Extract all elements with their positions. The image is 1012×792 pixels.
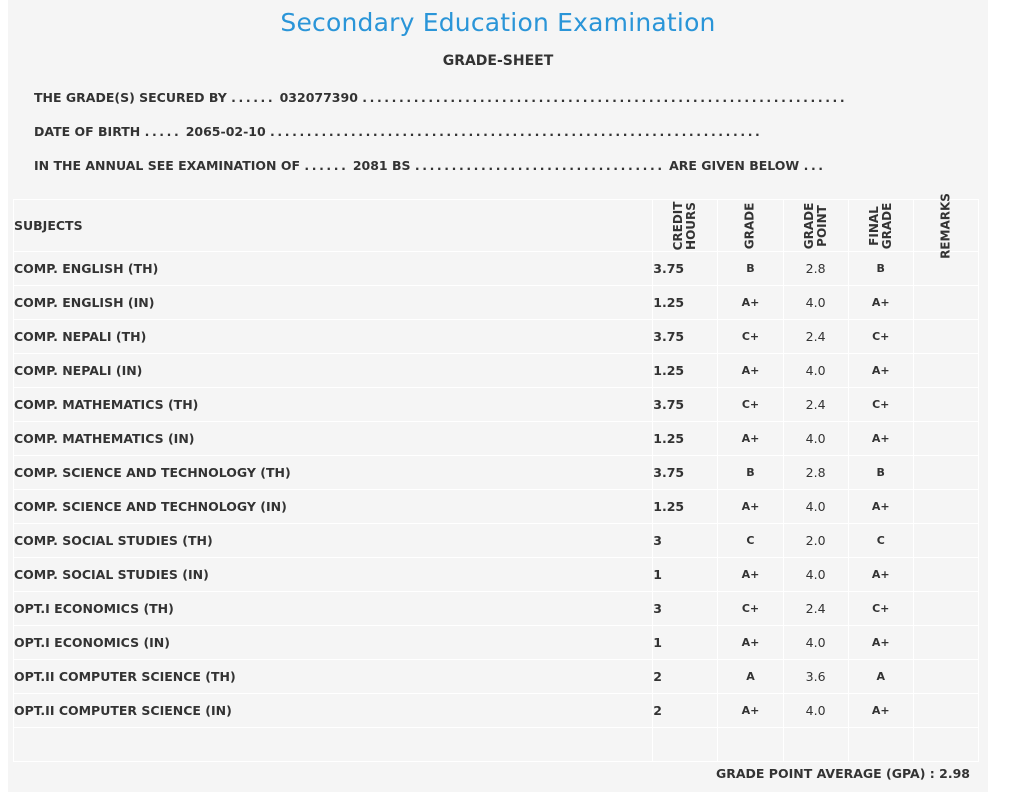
grade-point-cell: 2.8 [783,252,848,286]
final-grade-cell: C [848,524,913,558]
grades-table-body [14,252,979,762]
dob-value: 2065-02-10 [185,124,266,139]
subject-cell: COMP. SCIENCE AND TECHNOLOGY (IN) [14,490,653,524]
credit-hours-cell: 1.25 [653,286,718,320]
empty-cell [913,728,978,762]
grades-table [13,192,979,762]
credit-hours-header: CREDIT HOURS [653,200,718,252]
grade-sheet [8,0,988,792]
table-header-row [14,200,979,252]
grade-point-cell: 2.4 [783,388,848,422]
credit-hours-cell: 3.75 [653,388,718,422]
exam-line: IN THE ANNUAL SEE EXAMINATION OF ...... 2081 BS .................................. ARE GIVEN BELOW ... [34,158,826,173]
remarks-cell [913,626,978,660]
subjects-header: SUBJECTS [14,200,653,252]
table-row [14,592,979,626]
final-grade-cell: C+ [848,388,913,422]
subject-cell: OPT.I ECONOMICS (TH) [14,592,653,626]
subject-cell: OPT.II COMPUTER SCIENCE (IN) [14,694,653,728]
subject-cell: OPT.II COMPUTER SCIENCE (TH) [14,660,653,694]
final-grade-cell: A+ [848,286,913,320]
credit-hours-cell: 3 [653,524,718,558]
remarks-cell [913,694,978,728]
credit-hours-cell: 1.25 [653,422,718,456]
empty-cell [718,728,783,762]
grade-header: GRADE [718,200,783,252]
remarks-cell [913,592,978,626]
empty-cell [848,728,913,762]
grade-point-cell: 2.8 [783,456,848,490]
grade-cell: C [718,524,783,558]
grade-point-cell: 4.0 [783,422,848,456]
exam-label: IN THE ANNUAL SEE EXAMINATION OF [34,158,301,173]
remarks-cell [913,286,978,320]
grade-point-cell: 4.0 [783,490,848,524]
table-row [14,524,979,558]
secured-by-line: THE GRADE(S) SECURED BY ...... 032077390 .................................................................. [34,90,848,105]
final-grade-cell: A+ [848,626,913,660]
remarks-cell [913,490,978,524]
gpa-line [716,766,970,781]
grade-point-cell: 4.0 [783,354,848,388]
subject-cell: COMP. ENGLISH (TH) [14,252,653,286]
empty-cell [653,728,718,762]
gpa-value: 2.98 [939,766,970,781]
remarks-cell [913,320,978,354]
table-row [14,354,979,388]
grade-cell: B [718,456,783,490]
remarks-cell [913,354,978,388]
credit-hours-cell: 3 [653,592,718,626]
grade-point-cell: 2.0 [783,524,848,558]
secured-by-label: THE GRADE(S) SECURED BY [34,90,227,105]
grade-cell: A+ [718,694,783,728]
grade-point-cell: 3.6 [783,660,848,694]
final-grade-cell: A+ [848,422,913,456]
exam-year: 2081 BS [352,158,411,173]
subject-cell: COMP. NEPALI (TH) [14,320,653,354]
final-grade-cell: B [848,456,913,490]
grade-point-cell: 2.4 [783,320,848,354]
grade-point-cell: 4.0 [783,694,848,728]
final-grade-header: FINAL GRADE [848,200,913,252]
table-row [14,490,979,524]
empty-table-row [14,728,979,762]
subject-cell: COMP. NEPALI (IN) [14,354,653,388]
grade-cell: A+ [718,286,783,320]
subject-cell: COMP. SOCIAL STUDIES (IN) [14,558,653,592]
empty-cell [14,728,653,762]
symbol-number: 032077390 [279,90,358,105]
remarks-cell [913,422,978,456]
table-row [14,626,979,660]
remarks-cell [913,456,978,490]
grade-cell: A [718,660,783,694]
credit-hours-cell: 2 [653,660,718,694]
grade-cell: A+ [718,422,783,456]
grade-point-header: GRADE POINT [783,200,848,252]
subject-cell: COMP. SOCIAL STUDIES (TH) [14,524,653,558]
table-row [14,252,979,286]
credit-hours-cell: 1 [653,626,718,660]
table-row [14,286,979,320]
final-grade-cell: C+ [848,592,913,626]
grade-cell: A+ [718,626,783,660]
final-grade-cell: A+ [848,490,913,524]
table-row [14,456,979,490]
grade-cell: A+ [718,490,783,524]
table-row [14,422,979,456]
final-grade-cell: A+ [848,558,913,592]
credit-hours-cell: 1.25 [653,490,718,524]
table-row [14,694,979,728]
grade-cell: C+ [718,592,783,626]
table-row [14,388,979,422]
subject-cell: COMP. MATHEMATICS (TH) [14,388,653,422]
subject-cell: COMP. ENGLISH (IN) [14,286,653,320]
credit-hours-cell: 3.75 [653,320,718,354]
remarks-cell [913,388,978,422]
final-grade-cell: C+ [848,320,913,354]
subject-cell: OPT.I ECONOMICS (IN) [14,626,653,660]
grade-point-cell: 4.0 [783,558,848,592]
sheet-subtitle: GRADE-SHEET [442,53,554,69]
credit-hours-cell: 2 [653,694,718,728]
grade-cell: A+ [718,558,783,592]
table-row [14,558,979,592]
dob-label: DATE OF BIRTH [34,124,141,139]
gpa-label: GRADE POINT AVERAGE (GPA) : [715,766,935,781]
remarks-cell [913,660,978,694]
grade-cell: A+ [718,354,783,388]
grade-point-cell: 4.0 [783,286,848,320]
dob-line: DATE OF BIRTH ..... 2065-02-10 ................................................................... [34,124,763,139]
credit-hours-cell: 3.75 [653,252,718,286]
exam-title: Secondary Education Examination [280,8,716,37]
table-row [14,660,979,694]
subject-cell: COMP. MATHEMATICS (IN) [14,422,653,456]
empty-cell [783,728,848,762]
remarks-cell [913,558,978,592]
grade-point-cell: 4.0 [783,626,848,660]
grade-point-cell: 2.4 [783,592,848,626]
exam-suffix: ARE GIVEN BELOW [669,158,800,173]
table-row [14,320,979,354]
final-grade-cell: A+ [848,354,913,388]
final-grade-cell: B [848,252,913,286]
final-grade-cell: A [848,660,913,694]
credit-hours-cell: 1 [653,558,718,592]
final-grade-cell: A+ [848,694,913,728]
credit-hours-cell: 3.75 [653,456,718,490]
credit-hours-cell: 1.25 [653,354,718,388]
remarks-header: REMARKS [913,200,978,252]
grade-cell: B [718,252,783,286]
grade-cell: C+ [718,320,783,354]
remarks-cell [913,524,978,558]
grade-cell: C+ [718,388,783,422]
subject-cell: COMP. SCIENCE AND TECHNOLOGY (TH) [14,456,653,490]
